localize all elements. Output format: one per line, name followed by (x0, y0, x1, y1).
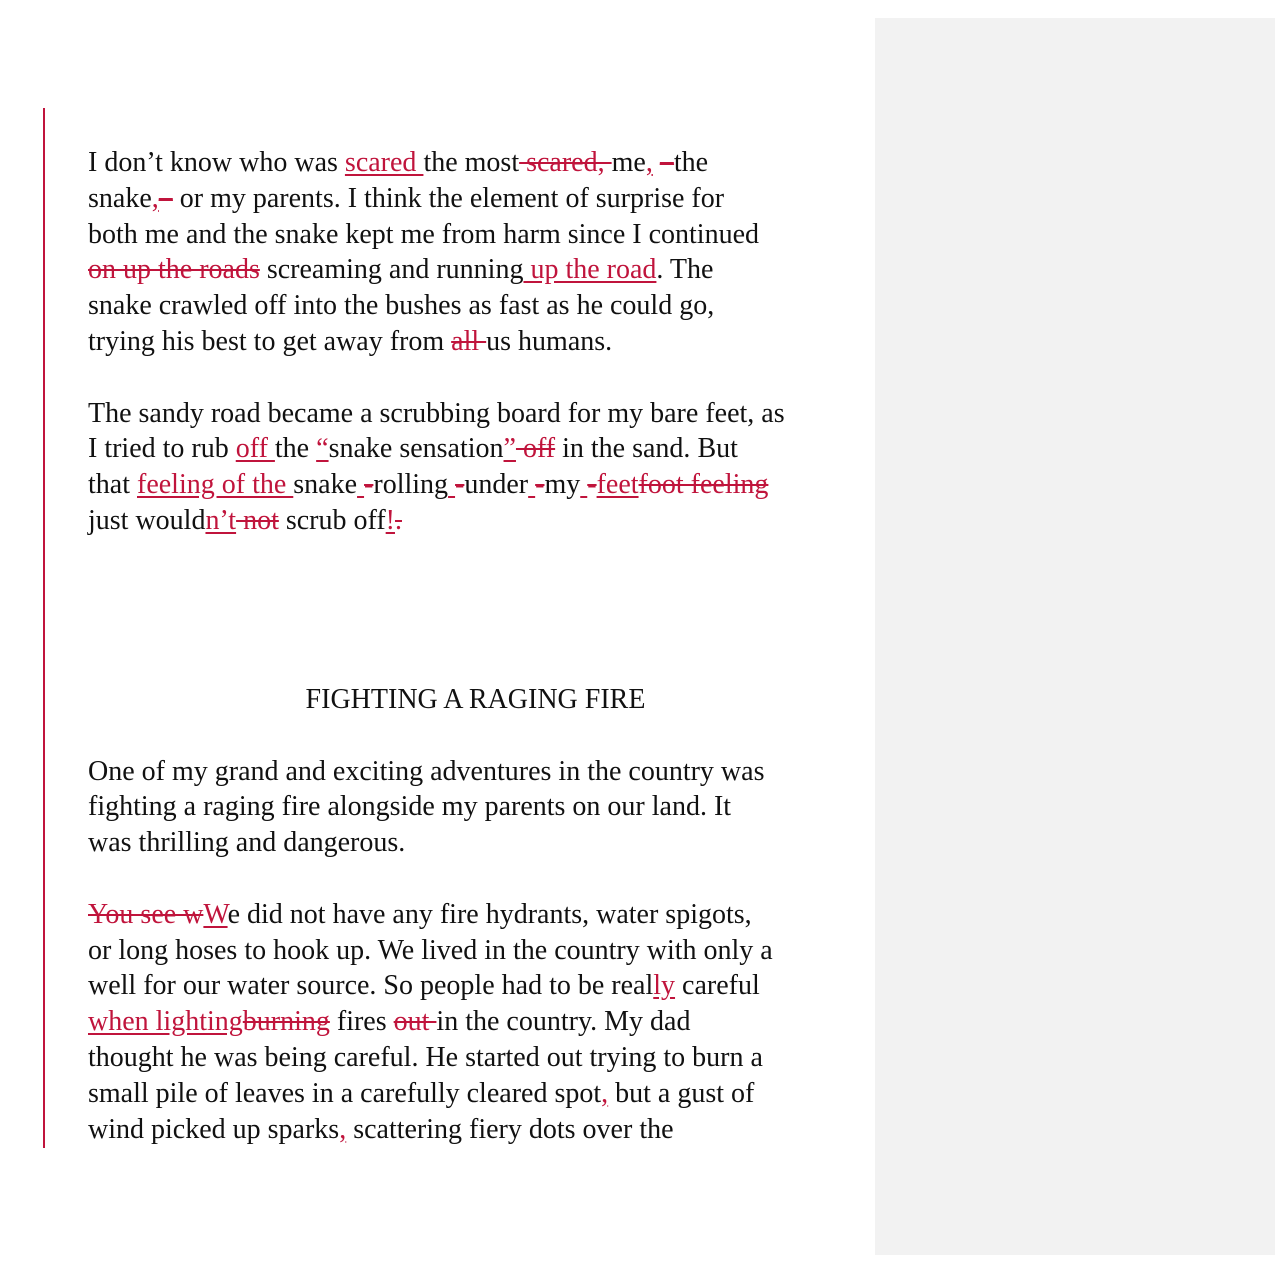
text-run: It (713, 791, 732, 823)
text-run: us humans. (486, 325, 613, 357)
deleted-text: . (394, 504, 402, 536)
inserted-text: ly (653, 970, 676, 1002)
text-run: I tried to rub (88, 433, 236, 465)
text-run: the (274, 433, 317, 465)
deleted-text: scared, (519, 147, 612, 178)
text-run: snake crawled off into the bushes as fast as he could go, (88, 290, 715, 322)
text-run: rolling (373, 469, 449, 501)
text-run: screaming and running (259, 254, 524, 286)
text-run: . (656, 254, 670, 286)
text-run: the (673, 147, 709, 178)
deleted-text: - (535, 469, 545, 501)
inserted-text: feeling of the (137, 469, 294, 501)
deleted-text: You see w (88, 898, 204, 930)
text-run: One of my grand and exciting adventures in the country was (88, 755, 765, 787)
comment-pane (875, 18, 1275, 1255)
inserted-text (448, 469, 455, 500)
paragraph (88, 754, 878, 861)
text-run: I don’t know who was (88, 147, 345, 178)
text-run: snake (88, 182, 152, 214)
deleted-text: on up the roads (88, 254, 260, 286)
text-run: snake sensation (328, 433, 504, 465)
inserted-text (357, 469, 364, 500)
inserted-text: , (645, 147, 653, 178)
text-run: The (669, 254, 714, 286)
text-line (88, 1040, 878, 1076)
text-run: e did not have any fire hydrants, water spigots, (227, 898, 752, 930)
text-line (88, 968, 878, 1004)
text-line (88, 396, 878, 432)
text-run (653, 147, 660, 178)
text-line (88, 217, 878, 253)
deleted-text: not (236, 504, 279, 536)
text-run: in the country. (436, 1006, 605, 1038)
inserted-text: feet (596, 469, 639, 501)
deleted-text: off (515, 433, 556, 465)
document-body[interactable] (88, 145, 878, 1147)
text-run: fighting a raging fire alongside my parents on our land. (88, 791, 714, 823)
section-heading: FIGHTING A RAGING FIRE (305, 683, 646, 715)
text-run: But (697, 433, 738, 465)
inserted-text: when lighting (88, 1006, 243, 1038)
inserted-text: ” (503, 433, 516, 465)
text-run: fires (329, 1006, 394, 1038)
inserted-text: , (151, 182, 159, 214)
text-line (88, 789, 878, 825)
paragraph (88, 897, 878, 1148)
text-run: or long hoses to hook up. (88, 934, 378, 966)
text-run: The sandy road became a scrubbing board for my bare feet, as (88, 397, 785, 429)
text-line (88, 181, 878, 217)
change-bar (43, 108, 45, 1148)
text-line (88, 324, 878, 360)
text-run: He started out trying to burn a (425, 1041, 763, 1073)
text-run: small pile of leaves in a carefully cleared spot (88, 1077, 602, 1109)
paragraph (88, 396, 878, 539)
inserted-text: , (339, 1113, 347, 1145)
text-run: in the sand. (555, 433, 698, 465)
text-line (88, 1004, 878, 1040)
text-line (88, 503, 878, 539)
deleted-text: – (158, 182, 173, 214)
text-run: but a gust of (608, 1077, 755, 1109)
deleted-text: - (364, 469, 374, 501)
text-line (88, 467, 878, 503)
text-run: both me and the snake kept me from harm since I continued (88, 218, 760, 250)
text-run: I think the element of surprise for (347, 182, 725, 214)
text-run: or my parents. (172, 182, 348, 214)
text-run: my (544, 469, 581, 501)
text-line (88, 431, 878, 467)
text-run: wind picked up sparks (88, 1113, 340, 1145)
text-run: under (464, 469, 529, 501)
deleted-text: – (659, 147, 674, 178)
text-run: scattering fiery dots over the (346, 1113, 674, 1145)
inserted-text: scared (344, 147, 424, 178)
inserted-text: up the road (523, 254, 657, 286)
paragraph (88, 145, 878, 360)
text-line (88, 825, 878, 861)
text-run: trying his best to get away from (88, 325, 452, 357)
text-run: well for our water source. So people had to be real (88, 970, 654, 1002)
text-run: scrub off (278, 504, 386, 536)
text-run: just would (88, 504, 206, 536)
text-line (88, 145, 878, 181)
deleted-text: burning (242, 1006, 330, 1038)
text-run: We lived in the country with only a (377, 934, 773, 966)
text-run: careful (675, 970, 760, 1002)
text-line (88, 897, 878, 933)
deleted-text: out (393, 1006, 437, 1038)
deleted-text: all (451, 325, 487, 357)
inserted-text: off (235, 433, 275, 465)
inserted-text: “ (316, 433, 329, 465)
deleted-text: - (587, 469, 597, 501)
text-run: was thrilling and dangerous. (88, 827, 406, 859)
text-run: me (611, 147, 646, 178)
text-run: the most (423, 147, 520, 178)
text-run: thought he was being careful. (88, 1041, 426, 1073)
text-run: snake (293, 469, 358, 501)
inserted-text: ! (385, 504, 395, 536)
text-line (88, 288, 878, 324)
text-run: My dad (604, 1006, 691, 1038)
text-line (88, 252, 878, 288)
deleted-text: foot feeling (638, 469, 769, 501)
inserted-text: n’t (205, 504, 237, 536)
text-line (88, 1076, 878, 1112)
text-line (88, 1112, 878, 1148)
inserted-text: W (203, 898, 228, 930)
inserted-text: , (601, 1077, 609, 1109)
deleted-text: - (455, 469, 465, 501)
text-run: that (88, 469, 137, 501)
text-line (88, 933, 878, 969)
text-line (88, 754, 878, 790)
